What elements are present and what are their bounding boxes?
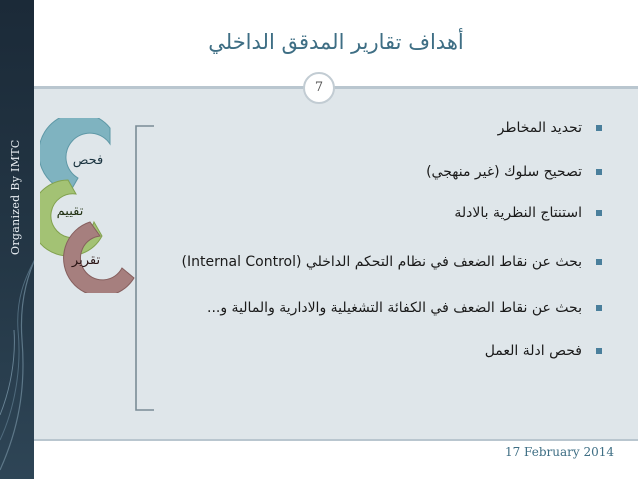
bullet-item: فحص ادلة العمل [485, 343, 602, 367]
cycle-label-report: تقرير [71, 253, 101, 268]
bullet-item: بحث عن نقاط الضعف في نظام التحكم الداخلي (Internal Control) [182, 254, 602, 278]
cycle-label-evaluate: تقييم [56, 204, 84, 219]
bullet-square-icon [596, 348, 602, 354]
bullet-square-icon [596, 125, 602, 131]
bullet-item: تصحيح سلوك (غير منهجي) [426, 164, 602, 188]
footer-date: 17 February 2014 [504, 445, 614, 459]
cycle-label-examine: فحص [72, 153, 104, 168]
bullet-square-icon [596, 259, 602, 265]
bullet-square-icon [596, 169, 602, 175]
organizer-label: Organized By IMTC [9, 139, 22, 255]
bullet-item: تحديد المخاطر [498, 120, 602, 144]
slide-title: أهداف تقارير المدقق الداخلي [208, 30, 464, 54]
page-number-badge: 7 [303, 72, 335, 104]
footer-divider [34, 439, 638, 441]
bullet-item: بحث عن نقاط الضعف في الكفائة التشغيلية والادارية والمالية و... [207, 300, 602, 324]
bullet-square-icon [596, 305, 602, 311]
bullet-square-icon [596, 210, 602, 216]
bullet-item: استنتاج النظرية بالادلة [454, 205, 602, 229]
header-divider [34, 86, 638, 89]
cycle-diagram [40, 118, 140, 293]
